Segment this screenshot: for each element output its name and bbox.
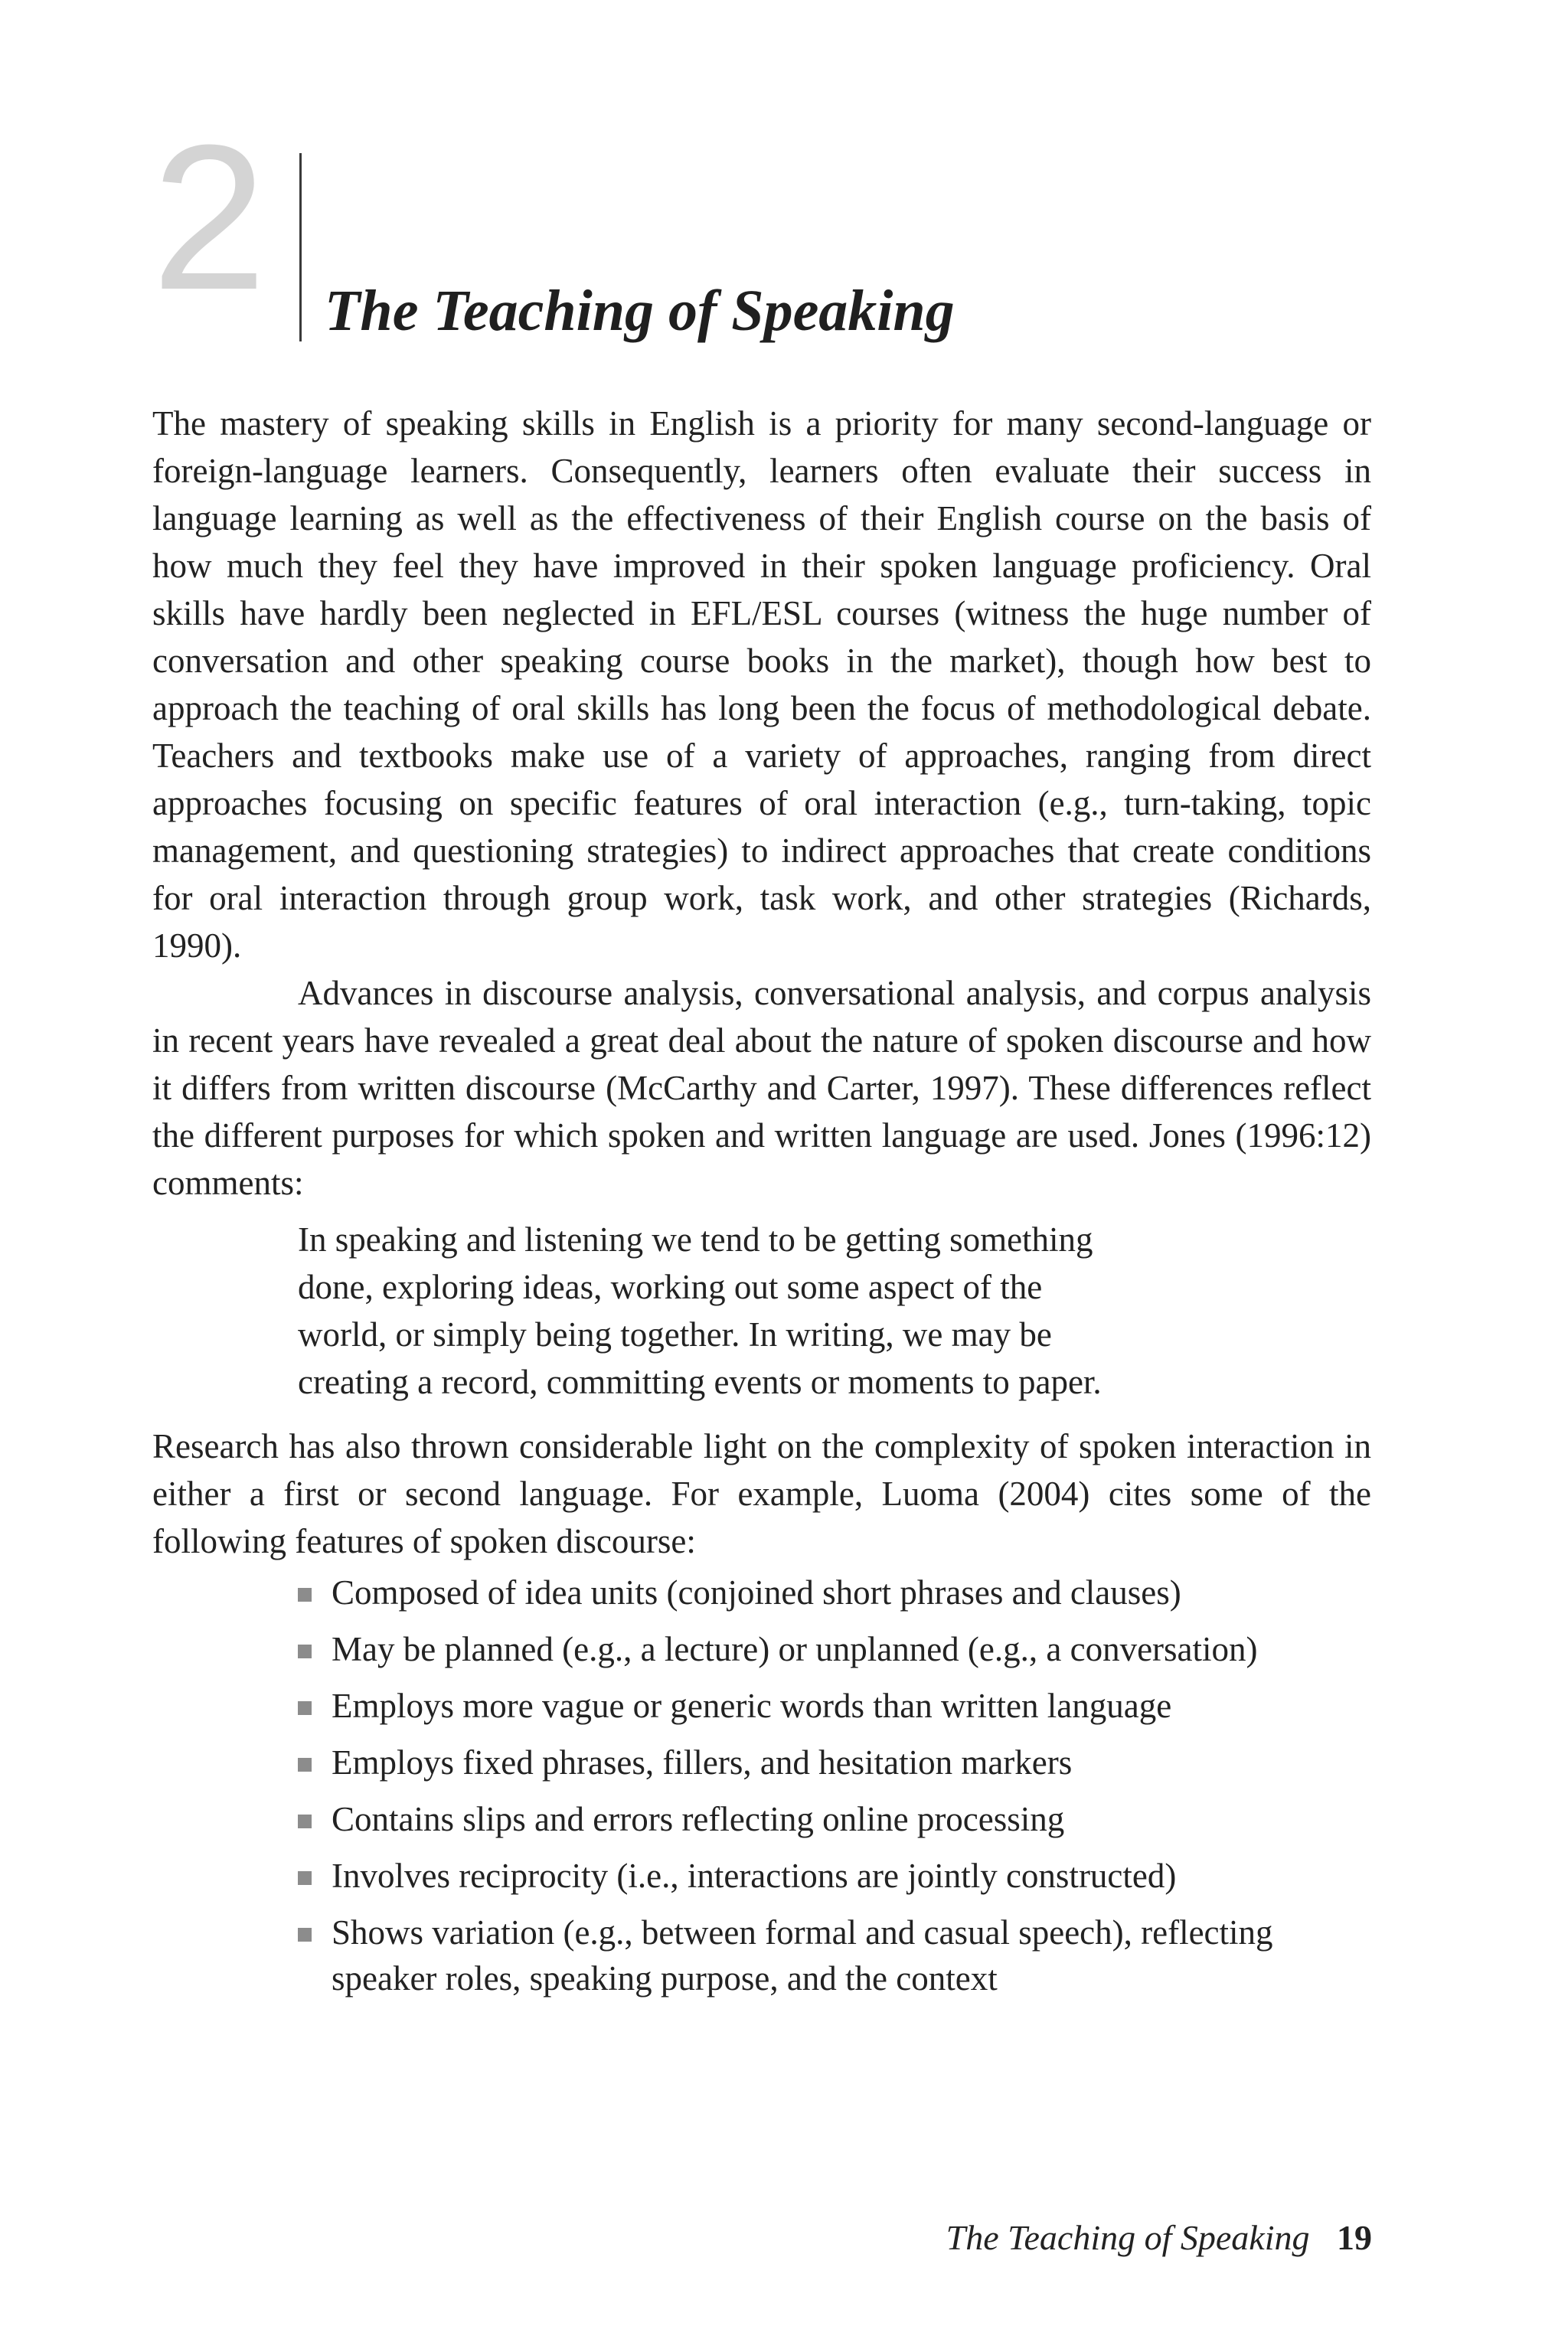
square-bullet-icon bbox=[298, 1815, 312, 1828]
chapter-divider bbox=[299, 153, 302, 341]
square-bullet-icon bbox=[298, 1588, 312, 1602]
page-footer bbox=[946, 2220, 1372, 2256]
list-item bbox=[298, 1626, 1293, 1672]
list-item-text: Employs more vague or generic words than written language bbox=[332, 1687, 1172, 1725]
square-bullet-icon bbox=[298, 1928, 312, 1942]
block-quote bbox=[298, 1216, 1247, 1406]
list-item-text: Contains slips and errors reflecting online processing bbox=[332, 1800, 1065, 1838]
square-bullet-icon bbox=[298, 1871, 312, 1885]
paragraph-intro: The mastery of speaking skills in English is a priority for many second-language or foreign-language learners. Consequently, learners often evaluate their success in language learning as well as the effectiveness of their English course on the basis of how much they feel they have improved in their spoken language proficiency. Oral skills have hardly been neglected in EFL/ESL courses (witness the huge number of conversation and other speaking course books in the market), though how best to approach the teaching of oral skills has long been the focus of methodological debate. Teachers and textbooks make use of a variety of approaches, ranging from direct approaches focusing on specific features of oral interaction (e.g., turn-taking, topic management, and questioning strategies) to indirect approaches that create conditions for oral interaction through group work, task work, and other strategies (Richards, 1990). bbox=[152, 404, 1371, 965]
list-item bbox=[298, 1740, 1293, 1785]
list-item bbox=[298, 1909, 1293, 2001]
square-bullet-icon bbox=[298, 1645, 312, 1658]
quote-line: done, exploring ideas, working out some aspect of the bbox=[298, 1268, 1043, 1306]
list-item-text: May be planned (e.g., a lecture) or unplanned (e.g., a conversation) bbox=[332, 1630, 1258, 1668]
list-item-text: Composed of idea units (conjoined short phrases and clauses) bbox=[332, 1573, 1181, 1612]
list-item bbox=[298, 1683, 1293, 1729]
body-text bbox=[152, 400, 1371, 2012]
list-item bbox=[298, 1570, 1293, 1615]
list-item bbox=[298, 1853, 1293, 1899]
chapter-title: The Teaching of Speaking bbox=[325, 279, 955, 343]
page-number: 19 bbox=[1337, 2218, 1372, 2257]
quote-line: In speaking and listening we tend to be getting something bbox=[298, 1220, 1093, 1259]
square-bullet-icon bbox=[298, 1701, 312, 1715]
list-item bbox=[298, 1796, 1293, 1842]
list-item-text: Employs fixed phrases, fillers, and hesitation markers bbox=[332, 1743, 1073, 1782]
feature-list bbox=[298, 1570, 1293, 2001]
running-title: The Teaching of Speaking bbox=[946, 2218, 1310, 2257]
quote-line: world, or simply being together. In writing, we may be bbox=[298, 1315, 1052, 1354]
chapter-number: 2 bbox=[152, 103, 267, 333]
paragraph-discourse: Advances in discourse analysis, conversational analysis, and corpus analysis in recent years have revealed a great deal about the nature of spoken discourse and how it differs from written discourse (McCarthy and Carter, 1997). These differences reflect the different purposes for which spoken and written language are used. Jones (1996:12) comments: bbox=[152, 974, 1371, 1202]
paragraph-research: Research has also thrown considerable light on the complexity of spoken interaction in either a first or second language. For example, Luoma (2004) cites some of the following features of spoken discourse: bbox=[152, 1427, 1371, 1560]
quote-line: creating a record, committing events or moments to paper. bbox=[298, 1363, 1102, 1401]
square-bullet-icon bbox=[298, 1758, 312, 1772]
list-item-text: Involves reciprocity (i.e., interactions are jointly constructed) bbox=[332, 1857, 1177, 1895]
list-item-text: Shows variation (e.g., between formal and casual speech), reflecting speaker roles, speaking purpose, and the context bbox=[332, 1913, 1273, 1998]
